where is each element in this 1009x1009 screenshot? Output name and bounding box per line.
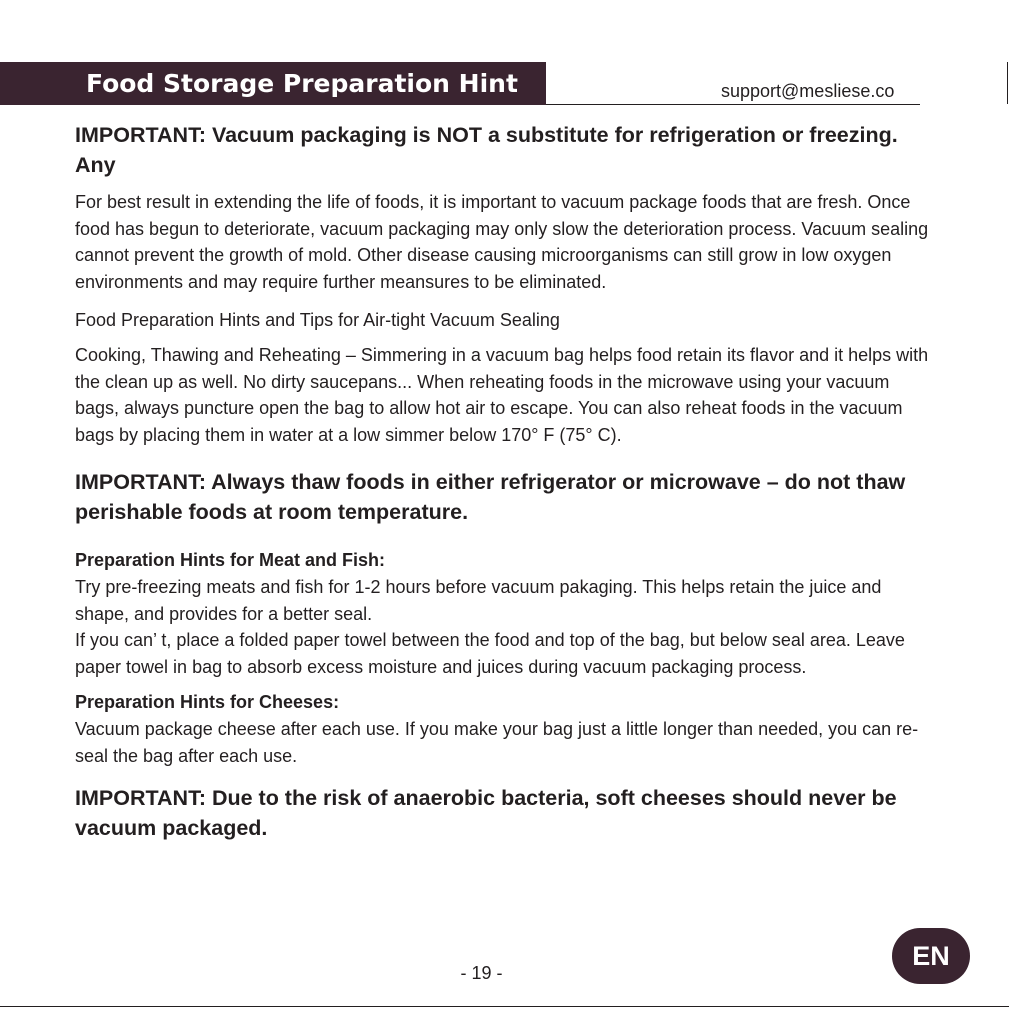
main-content <box>75 120 935 843</box>
paragraph-meat-paper-towel: If you can’ t, place a folded paper towel between the food and top of the bag, but below seal area. Leave paper towel in bag to absorb excess moisture and juices during vacuum packaging process. <box>75 630 905 677</box>
paragraph-meat-prefreeze: Try pre-freezing meats and fish for 1-2 hours before vacuum pakaging. This helps retain the juice and shape, and provides for a better seal. <box>75 576 882 624</box>
heading-cheeses: Preparation Hints for Cheeses: <box>75 692 340 713</box>
paragraph-cheese: Vacuum package cheese after each use. If you make your bag just a little longer than needed, you can re-seal the bag after each use. <box>75 718 919 766</box>
important-note-refrigeration: IMPORTANT: Vacuum packaging is NOT a substitute for refrigeration or freezing. Any <box>75 123 898 177</box>
important-note-soft-cheese: IMPORTANT: Due to the risk of anaerobic bacteria, soft cheeses should never be vacuum packaged. <box>75 786 897 841</box>
header-divider <box>546 104 920 105</box>
important-note-thawing: IMPORTANT: Always thaw foods in either refrigerator or microwave – do not thaw perishable foods at room temperature. <box>75 470 906 525</box>
page-title: Food Storage Preparation Hint <box>0 62 546 105</box>
support-email: support@mesliese.co <box>721 81 895 101</box>
paragraph-best-result: For best result in extending the life of foods, it is important to vacuum package foods that are fresh. Once food has begun to deteriorate, vacuum packaging may only slow the deterioration process. Vacuum sealing cannot prevent the growth of mold. Other disease causing microorganisms can still grow in low oxygen environments and may require further meansures to be eliminated. <box>75 192 929 292</box>
page-number: - 19 - <box>460 963 503 983</box>
paragraph-cooking: Cooking, Thawing and Reheating – Simmering in a vacuum bag helps food retain its flavor and it helps with the clean up as well. No dirty saucepans... When reheating foods in the microwave using your vacuum bags, always puncture open the bag to allow hot air to escape. You can also reheat foods in the vacuum bags by placing them in water at a low simmer below 170° F (75° C). <box>75 344 929 445</box>
footer-divider <box>0 1006 1009 1007</box>
paragraph-hints-title: Food Preparation Hints and Tips for Air-tight Vacuum Sealing <box>75 310 560 331</box>
heading-meat-fish: Preparation Hints for Meat and Fish: <box>75 550 386 571</box>
language-badge: EN <box>892 928 970 984</box>
page-edge-line <box>1007 62 1008 104</box>
